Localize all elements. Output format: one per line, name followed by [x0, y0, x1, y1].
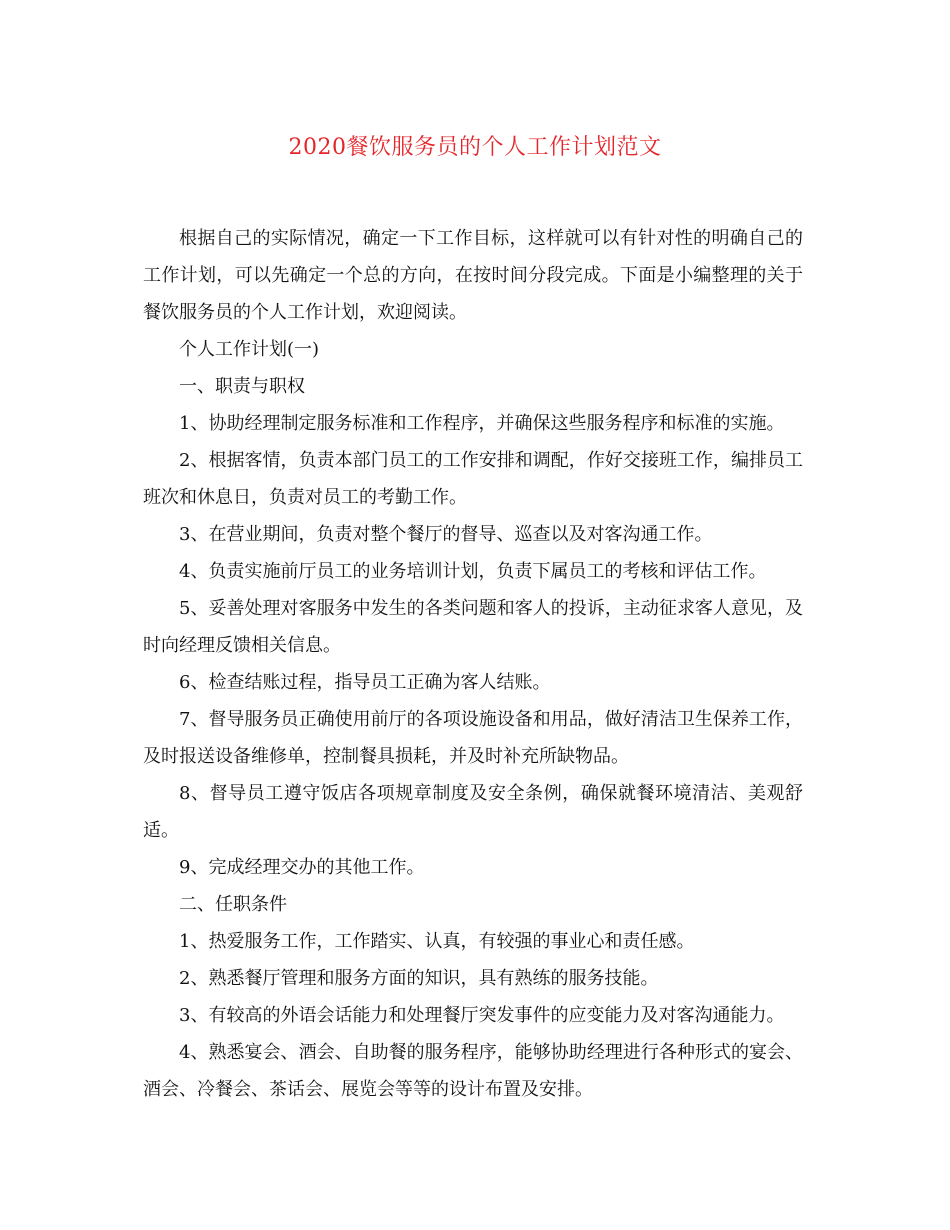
section-heading-plan-one: 个人工作计划(一): [179, 339, 320, 360]
intro-paragraph: 根据自己的实际情况，确定一下工作目标，这样就可以有针对性的明确自己的工作计划，可以先确定一个总的方向，在按时间分段完成。下面是小编整理的关于餐饮服务员的个人工作计划，欢迎阅读。: [143, 228, 803, 323]
duty-item-3: 3、在营业期间，负责对整个餐厅的督导、巡查以及对客沟通工作。: [179, 524, 713, 545]
duty-item-5: 5、妥善处理对客服务中发生的各类问题和客人的投诉，主动征求客人意见，及时向经理反馈相关信息。: [143, 598, 803, 656]
document-title: 2020餐饮服务员的个人工作计划范文: [288, 135, 662, 160]
subsection-heading-requirements: 二、任职条件: [179, 894, 287, 915]
duty-item-1: 1、协助经理制定服务标准和工作程序，并确保这些服务程序和标准的实施。: [179, 413, 785, 434]
document-body: [143, 220, 803, 1108]
duty-item-4: 4、负责实施前厅员工的业务培训计划，负责下属员工的考核和评估工作。: [179, 561, 767, 582]
duty-item-9: 9、完成经理交办的其他工作。: [179, 857, 425, 878]
duty-item-2: 2、根据客情，负责本部门员工的工作安排和调配，作好交接班工作，编排员工班次和休息日，负责对员工的考勤工作。: [143, 450, 803, 508]
subsection-heading-duties: 一、职责与职权: [179, 376, 305, 397]
requirement-item-1: 1、热爱服务工作，工作踏实、认真，有较强的事业心和责任感。: [179, 931, 695, 952]
duty-item-8: 8、督导员工遵守饭店各项规章制度及安全条例，确保就餐环境清洁、美观舒适。: [143, 783, 803, 841]
duty-item-7: 7、督导服务员正确使用前厅的各项设施设备和用品，做好清洁卫生保养工作，及时报送设备维修单，控制餐具损耗，并及时补充所缺物品。: [143, 709, 803, 767]
requirement-item-4: 4、熟悉宴会、酒会、自助餐的服务程序，能够协助经理进行各种形式的宴会、酒会、冷餐会、茶话会、展览会等等的设计布置及安排。: [143, 1042, 803, 1100]
requirement-item-3: 3、有较高的外语会话能力和处理餐厅突发事件的应变能力及对客沟通能力。: [179, 1005, 785, 1026]
requirement-item-2: 2、熟悉餐厅管理和服务方面的知识，具有熟练的服务技能。: [179, 968, 659, 989]
duty-item-6: 6、检查结账过程，指导员工正确为客人结账。: [179, 672, 551, 693]
